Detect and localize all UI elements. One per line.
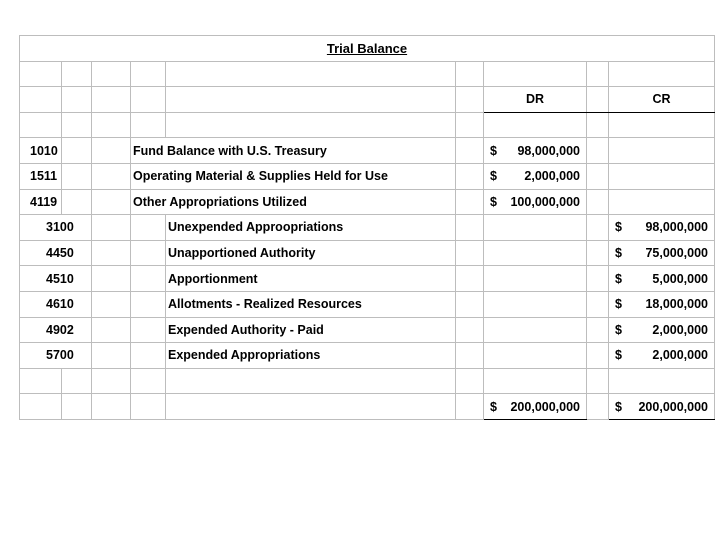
cell[interactable] <box>456 317 484 343</box>
account-name: Unexpended Approopriations <box>168 220 344 235</box>
cell[interactable] <box>456 138 484 164</box>
account-name: Apportionment <box>168 271 258 286</box>
dr-amount-cell[interactable] <box>484 291 587 317</box>
dr-currency-symbol: $ <box>490 143 497 158</box>
account-name-cell[interactable] <box>166 291 456 317</box>
account-name-cell[interactable] <box>166 215 456 241</box>
cell[interactable] <box>92 112 131 138</box>
cell[interactable] <box>62 61 92 87</box>
cell[interactable] <box>456 61 484 87</box>
cell[interactable] <box>456 368 484 394</box>
cr-amount-cell[interactable] <box>609 215 715 241</box>
cell[interactable] <box>587 266 609 292</box>
dr-amount: 2,000,000 <box>524 169 580 184</box>
total-cr-cell[interactable] <box>609 394 715 420</box>
account-name-cell[interactable] <box>131 163 456 189</box>
cell[interactable] <box>456 291 484 317</box>
account-name: Other Appropriations Utilized <box>133 194 307 209</box>
dr-amount-cell[interactable] <box>484 317 587 343</box>
cell[interactable] <box>62 112 92 138</box>
account-code-cell[interactable] <box>20 266 92 292</box>
cell[interactable] <box>484 61 587 87</box>
dr-amount-cell[interactable] <box>484 240 587 266</box>
cr-amount: 75,000,000 <box>645 246 708 261</box>
account-row <box>20 266 715 292</box>
header-row <box>20 87 715 113</box>
dr-header[interactable]: DR <box>484 87 587 113</box>
account-code: 4902 <box>46 322 74 337</box>
cell[interactable] <box>587 138 609 164</box>
cell[interactable] <box>92 240 131 266</box>
cell[interactable] <box>92 163 131 189</box>
account-row <box>20 291 715 317</box>
dr-currency-symbol: $ <box>490 194 497 209</box>
account-code: 4510 <box>46 271 74 286</box>
account-name: Fund Balance with U.S. Treasury <box>133 143 327 158</box>
cell[interactable] <box>131 291 166 317</box>
cell[interactable] <box>587 317 609 343</box>
account-row <box>20 343 715 369</box>
cell[interactable] <box>609 61 715 87</box>
cell[interactable] <box>92 368 131 394</box>
dr-amount: 100,000,000 <box>510 194 580 209</box>
dr-currency-symbol: $ <box>490 169 497 184</box>
cr-amount-cell[interactable] <box>609 138 715 164</box>
cell[interactable] <box>456 240 484 266</box>
account-code-cell[interactable] <box>20 317 92 343</box>
cell[interactable] <box>62 368 92 394</box>
cell[interactable] <box>587 61 609 87</box>
dr-amount-cell[interactable] <box>484 266 587 292</box>
cell[interactable] <box>587 291 609 317</box>
total-cr-amount: 200,000,000 <box>638 399 708 414</box>
cell[interactable] <box>587 163 609 189</box>
cr-amount-cell[interactable] <box>609 189 715 215</box>
cell[interactable] <box>456 215 484 241</box>
cell[interactable] <box>587 240 609 266</box>
account-code: 4610 <box>46 297 74 312</box>
cell[interactable] <box>20 394 62 420</box>
account-name-cell[interactable] <box>166 266 456 292</box>
cr-currency-symbol: $ <box>615 297 622 312</box>
cr-amount-cell[interactable] <box>609 343 715 369</box>
account-name: Unapportioned Authority <box>168 246 316 261</box>
cell[interactable] <box>92 138 131 164</box>
cell[interactable] <box>131 215 166 241</box>
title-cell[interactable] <box>20 36 715 62</box>
total-dr-symbol: $ <box>490 399 497 414</box>
blank-row <box>20 368 715 394</box>
cell[interactable] <box>20 368 62 394</box>
blank-row <box>20 61 715 87</box>
cr-header[interactable]: CR <box>609 87 715 113</box>
blank-row <box>20 112 715 138</box>
account-name: Expended Authority - Paid <box>168 322 324 337</box>
totals-row <box>20 394 715 420</box>
cell[interactable] <box>92 189 131 215</box>
cell[interactable] <box>166 112 456 138</box>
total-cr-symbol: $ <box>615 399 622 414</box>
cell[interactable] <box>62 87 92 113</box>
cell[interactable] <box>131 394 166 420</box>
cell[interactable] <box>587 215 609 241</box>
cr-amount-cell[interactable] <box>609 266 715 292</box>
account-name: Allotments - Realized Resources <box>168 297 362 312</box>
cell[interactable] <box>92 317 131 343</box>
cell[interactable] <box>456 112 484 138</box>
dr-amount-cell[interactable] <box>484 163 587 189</box>
account-code: 5700 <box>46 348 74 363</box>
account-row <box>20 163 715 189</box>
dr-amount-cell[interactable] <box>484 215 587 241</box>
account-name: Operating Material & Supplies Held for Use <box>133 169 388 184</box>
account-code-cell[interactable] <box>20 215 92 241</box>
cell[interactable] <box>456 163 484 189</box>
account-name-cell[interactable] <box>166 343 456 369</box>
cell[interactable] <box>587 189 609 215</box>
account-code-cell[interactable] <box>20 240 92 266</box>
account-name-cell[interactable] <box>166 317 456 343</box>
cr-amount: 2,000,000 <box>652 348 708 363</box>
cell[interactable] <box>587 368 609 394</box>
cell[interactable] <box>456 343 484 369</box>
cell[interactable] <box>131 112 166 138</box>
cell[interactable] <box>131 61 166 87</box>
account-code-cell[interactable] <box>20 189 62 215</box>
cell[interactable] <box>20 61 62 87</box>
account-code-cell[interactable] <box>20 291 92 317</box>
cell[interactable] <box>131 343 166 369</box>
total-dr-cell[interactable] <box>484 394 587 420</box>
account-code: 1511 <box>30 169 58 184</box>
account-code-cell[interactable] <box>20 163 62 189</box>
cell[interactable] <box>62 138 92 164</box>
dr-amount-cell[interactable] <box>484 343 587 369</box>
cr-currency-symbol: $ <box>615 271 622 286</box>
account-name-cell[interactable] <box>131 189 456 215</box>
account-code-cell[interactable] <box>20 343 92 369</box>
cell[interactable] <box>484 112 587 138</box>
account-code: 3100 <box>46 220 74 235</box>
cell[interactable] <box>609 112 715 138</box>
cell[interactable] <box>166 394 456 420</box>
cr-currency-symbol: $ <box>615 322 622 337</box>
account-row <box>20 317 715 343</box>
cell[interactable] <box>92 87 131 113</box>
trial-balance-sheet <box>19 35 715 420</box>
cr-amount: 2,000,000 <box>652 322 708 337</box>
cell[interactable] <box>92 266 131 292</box>
dr-amount: 98,000,000 <box>517 143 580 158</box>
cell[interactable] <box>20 112 62 138</box>
cell[interactable] <box>456 394 484 420</box>
cr-amount-cell[interactable] <box>609 291 715 317</box>
cell[interactable] <box>587 87 609 113</box>
account-row <box>20 189 715 215</box>
cell[interactable] <box>62 163 92 189</box>
cell[interactable] <box>587 343 609 369</box>
title-row <box>20 36 715 62</box>
cr-amount-cell[interactable] <box>609 240 715 266</box>
cell[interactable] <box>131 266 166 292</box>
account-row <box>20 240 715 266</box>
cell[interactable] <box>92 291 131 317</box>
cell[interactable] <box>62 394 92 420</box>
cell[interactable] <box>92 394 131 420</box>
cell[interactable] <box>131 87 166 113</box>
cell[interactable] <box>166 87 456 113</box>
cell[interactable] <box>92 343 131 369</box>
cell[interactable] <box>456 87 484 113</box>
cr-currency-symbol: $ <box>615 246 622 261</box>
account-name: Expended Appropriations <box>168 348 321 363</box>
account-row <box>20 215 715 241</box>
total-dr-amount: 200,000,000 <box>510 399 580 414</box>
sheet-title: Trial Balance <box>326 40 408 56</box>
dr-amount-cell[interactable] <box>484 189 587 215</box>
cell[interactable] <box>92 215 131 241</box>
cr-amount: 18,000,000 <box>645 297 708 312</box>
cell[interactable] <box>131 240 166 266</box>
cell[interactable] <box>92 61 131 87</box>
account-name-cell[interactable] <box>166 240 456 266</box>
cell[interactable] <box>20 87 62 113</box>
cell[interactable] <box>609 368 715 394</box>
dr-amount-cell[interactable] <box>484 138 587 164</box>
cell[interactable] <box>166 368 456 394</box>
cr-currency-symbol: $ <box>615 220 622 235</box>
cell[interactable] <box>456 189 484 215</box>
cr-currency-symbol: $ <box>615 348 622 363</box>
account-code-cell[interactable] <box>20 138 62 164</box>
cell[interactable] <box>62 189 92 215</box>
cell[interactable] <box>587 112 609 138</box>
cell[interactable] <box>484 368 587 394</box>
account-row <box>20 138 715 164</box>
cr-amount-cell[interactable] <box>609 163 715 189</box>
cr-amount: 5,000,000 <box>652 271 708 286</box>
account-name-cell[interactable] <box>131 138 456 164</box>
account-code: 4119 <box>30 194 58 209</box>
cr-amount-cell[interactable] <box>609 317 715 343</box>
account-code: 4450 <box>46 246 74 261</box>
cell[interactable] <box>131 317 166 343</box>
cr-amount: 98,000,000 <box>645 220 708 235</box>
cell[interactable] <box>166 61 456 87</box>
cell[interactable] <box>587 394 609 420</box>
cell[interactable] <box>131 368 166 394</box>
cell[interactable] <box>456 266 484 292</box>
account-code: 1010 <box>30 143 58 158</box>
